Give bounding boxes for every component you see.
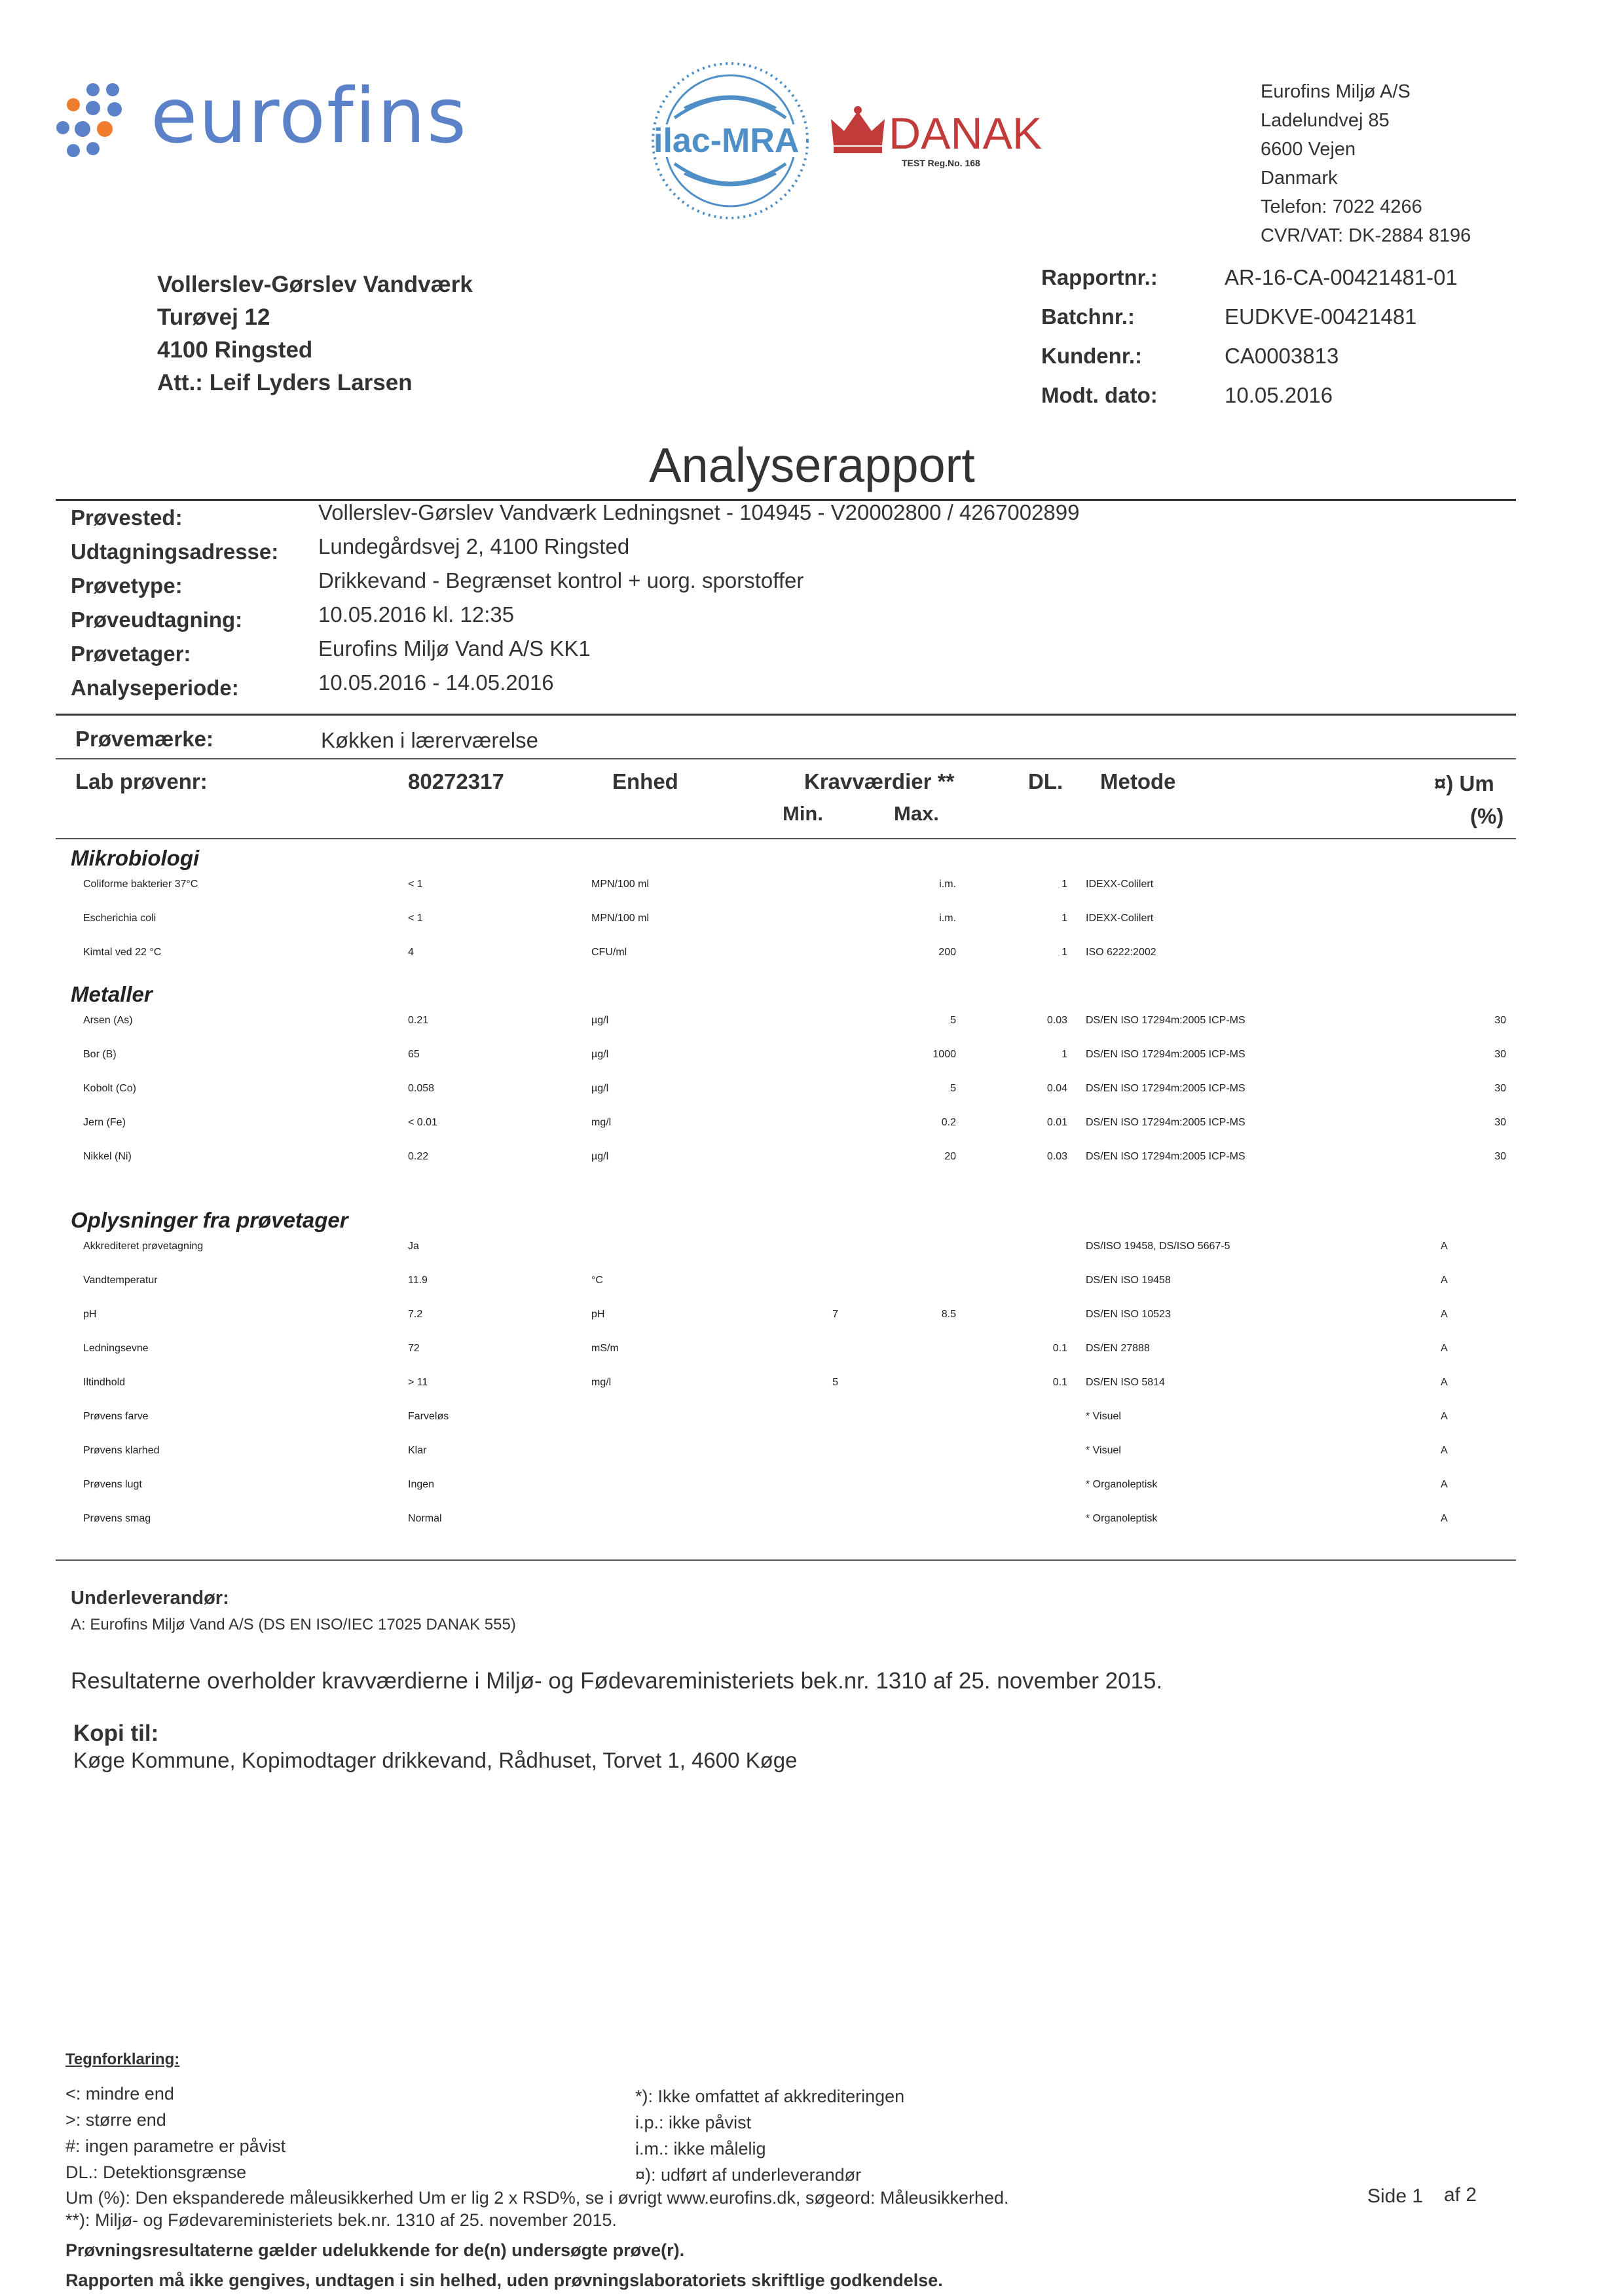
um-value: 30 <box>1494 1049 1506 1060</box>
danak-logo <box>828 101 1051 173</box>
unit-value: MPN/100 ml <box>591 913 650 924</box>
method-value: DS/EN ISO 17294m:2005 ICP-MS <box>1086 1049 1246 1060</box>
page-total: af 2 <box>1444 2184 1477 2206</box>
dl-value: 0.1 <box>1052 1377 1067 1388</box>
info-value: Drikkevand - Begrænset kontrol + uorg. sporstoffer <box>318 568 804 592</box>
col-header-dl: DL. <box>1028 769 1063 793</box>
parameter-name: Coliforme bakterier 37°C <box>83 879 198 890</box>
info-label: Prøvetype: <box>71 574 183 598</box>
crown-icon <box>828 105 887 157</box>
method-value: DS/EN ISO 19458 <box>1086 1275 1171 1286</box>
legend-item: #: ingen parametre er påvist <box>65 2136 286 2156</box>
info-label: Udtagningsadresse: <box>71 539 279 564</box>
ref-value: EUDKVE-00421481 <box>1225 304 1417 329</box>
ref-label: Batchnr.: <box>1041 304 1135 329</box>
page-title: Analyserapport <box>649 438 975 492</box>
max-value: 200 <box>938 947 956 958</box>
ilac-mra-logo <box>648 59 812 223</box>
col-header-method: Metode <box>1100 769 1176 793</box>
parameter-name: Ledningsevne <box>83 1343 149 1354</box>
parameter-name: Kimtal ved 22 °C <box>83 947 162 958</box>
um-value: 30 <box>1494 1015 1506 1026</box>
recipient-line: Att.: Leif Lyders Larsen <box>157 370 413 395</box>
provemaerke-rule <box>56 758 1516 759</box>
um-value: 30 <box>1494 1117 1506 1128</box>
col-header-min: Min. <box>783 802 823 825</box>
eurofins-dots-icon <box>52 75 151 173</box>
kopi-title: Kopi til: <box>73 1721 159 1746</box>
unit-value: mg/l <box>591 1377 612 1388</box>
result-value: > 11 <box>408 1377 428 1388</box>
parameter-name: pH <box>83 1309 97 1320</box>
table-row <box>0 1479 1624 1513</box>
info-value: 10.05.2016 kl. 12:35 <box>318 602 515 627</box>
parameter-name: Prøvens lugt <box>83 1479 142 1490</box>
section-title: Mikrobiologi <box>71 846 200 870</box>
kopi-text: Køge Kommune, Kopimodtager drikkevand, Rådhuset, Torvet 1, 4600 Køge <box>73 1748 798 1772</box>
table-row <box>0 1411 1624 1445</box>
parameter-name: Bor (B) <box>83 1049 117 1060</box>
max-value: 8.5 <box>941 1309 956 1320</box>
table-row <box>0 1083 1624 1117</box>
legend-item: *): Ikke omfattet af akkrediteringen <box>635 2086 905 2106</box>
result-value: Klar <box>408 1445 427 1456</box>
subcontractor-flag: A <box>1441 1343 1448 1354</box>
dl-value: 1 <box>1061 1049 1067 1060</box>
parameter-name: Vandtemperatur <box>83 1275 158 1286</box>
subcontractor-flag: A <box>1441 1377 1448 1388</box>
max-value: 0.2 <box>941 1117 956 1128</box>
table-row <box>0 1117 1624 1151</box>
unit-value: mg/l <box>591 1117 612 1128</box>
subcontractor-flag: A <box>1441 1241 1448 1252</box>
address-line: Eurofins Miljø A/S <box>1261 81 1411 102</box>
method-value: DS/EN 27888 <box>1086 1343 1150 1354</box>
method-value: DS/EN ISO 17294m:2005 ICP-MS <box>1086 1015 1246 1026</box>
parameter-name: Arsen (As) <box>83 1015 133 1026</box>
conclusion-text: Resultaterne overholder kravværdierne i Miljø- og Fødevareministeriets bek.nr. 1310 af 25. november 2015. <box>71 1668 1163 1694</box>
eurofins-logo <box>52 69 468 173</box>
table-row <box>0 1513 1624 1547</box>
result-value: < 1 <box>408 913 423 924</box>
result-value: Farveløs <box>408 1411 449 1422</box>
unit-value: MPN/100 ml <box>591 879 650 890</box>
col-header-unit: Enhed <box>612 769 678 793</box>
dl-value: 0.03 <box>1046 1151 1067 1162</box>
method-value: DS/EN ISO 5814 <box>1086 1377 1165 1388</box>
parameter-name: Akkrediteret prøvetagning <box>83 1241 204 1252</box>
method-value: * Visuel <box>1086 1445 1121 1456</box>
kv-note: **): Miljø- og Fødevareministeriets bek.nr. 1310 af 25. november 2015. <box>65 2210 617 2230</box>
result-value: 11.9 <box>408 1275 428 1286</box>
min-value: 7 <box>832 1309 838 1320</box>
info-label: Analyseperiode: <box>71 676 239 700</box>
danak-reg-number: TEST Reg.No. 168 <box>902 158 980 168</box>
dl-value: 1 <box>1061 913 1067 924</box>
method-value: DS/EN ISO 17294m:2005 ICP-MS <box>1086 1117 1246 1128</box>
recipient-address <box>157 268 473 399</box>
result-value: < 1 <box>408 879 423 890</box>
result-value: Ingen <box>408 1479 435 1490</box>
recipient-line: 4100 Ringsted <box>157 337 313 363</box>
address-line: 6600 Vejen <box>1261 139 1356 160</box>
result-value: 0.22 <box>408 1151 429 1162</box>
unit-value: °C <box>591 1275 603 1286</box>
max-value: i.m. <box>939 913 956 924</box>
subcontractor-flag: A <box>1441 1411 1448 1422</box>
result-value: Ja <box>408 1241 419 1252</box>
method-value: DS/ISO 19458, DS/ISO 5667-5 <box>1086 1241 1230 1252</box>
table-row <box>0 1275 1624 1309</box>
info-value: Lundegårdsvej 2, 4100 Ringsted <box>318 534 630 558</box>
parameter-name: Prøvens farve <box>83 1411 149 1422</box>
max-value: i.m. <box>939 879 956 890</box>
unit-value: µg/l <box>591 1151 609 1162</box>
max-value: 20 <box>944 1151 956 1162</box>
um-value: 30 <box>1494 1151 1506 1162</box>
info-rule <box>56 714 1516 716</box>
dl-value: 1 <box>1061 947 1067 958</box>
result-value: 4 <box>408 947 414 958</box>
result-value: 0.21 <box>408 1015 429 1026</box>
legend-item: <: mindre end <box>65 2084 174 2104</box>
dl-value: 0.03 <box>1046 1015 1067 1026</box>
table-row <box>0 1445 1624 1479</box>
danak-wordmark: DANAK <box>889 109 1043 158</box>
col-header-max: Max. <box>894 802 939 825</box>
col-header-limits: Kravværdier ** <box>804 769 955 793</box>
unit-value: µg/l <box>591 1015 609 1026</box>
col-header-lab: Lab prøvenr: <box>75 769 208 793</box>
result-value: < 0.01 <box>408 1117 437 1128</box>
address-line: Danmark <box>1261 168 1338 189</box>
ref-value: AR-16-CA-00421481-01 <box>1225 265 1458 289</box>
dl-value: 0.01 <box>1046 1117 1067 1128</box>
parameter-name: Escherichia coli <box>83 913 157 924</box>
underleverandor-title: Underleverandør: <box>71 1588 229 1609</box>
info-label: Prøvetager: <box>71 642 191 666</box>
page-number: Side 1 <box>1367 2185 1424 2207</box>
section-title: Oplysninger fra prøvetager <box>71 1208 348 1232</box>
result-value: 65 <box>408 1049 420 1060</box>
unit-value: pH <box>591 1309 605 1320</box>
parameter-name: Nikkel (Ni) <box>83 1151 132 1162</box>
dl-value: 0.1 <box>1052 1343 1067 1354</box>
eurofins-wordmark: eurofins <box>151 72 468 160</box>
underleverandor-text: A: Eurofins Miljø Vand A/S (DS EN ISO/IEC 17025 DANAK 555) <box>71 1616 516 1633</box>
table-row <box>0 913 1624 947</box>
table-row <box>0 1049 1624 1083</box>
unit-value: CFU/ml <box>591 947 627 958</box>
table-row <box>0 1377 1624 1411</box>
subcontractor-flag: A <box>1441 1275 1448 1286</box>
min-value: 5 <box>832 1377 838 1388</box>
method-value: IDEXX-Colilert <box>1086 913 1154 924</box>
legal-note: Rapporten må ikke gengives, undtagen i sin helhed, uden prøvningslaboratoriets skriftlige godkendelse. <box>65 2270 943 2290</box>
address-line: CVR/VAT: DK-2884 8196 <box>1261 225 1471 246</box>
info-value: Vollerslev-Gørslev Vandværk Ledningsnet - 104945 - V20002800 / 4267002899 <box>318 500 1080 524</box>
method-value: * Visuel <box>1086 1411 1121 1422</box>
max-value: 5 <box>950 1083 956 1094</box>
table-row <box>0 1343 1624 1377</box>
table-row <box>0 1015 1624 1049</box>
table-row <box>0 879 1624 913</box>
parameter-name: Jern (Fe) <box>83 1117 126 1128</box>
legend-left <box>65 2081 286 2185</box>
col-header-um: ¤) Um <box>1434 771 1494 795</box>
info-label: Prøveudtagning: <box>71 608 243 632</box>
recipient-line: Turøvej 12 <box>157 304 270 330</box>
parameter-name: Prøvens smag <box>83 1513 151 1524</box>
unit-value: µg/l <box>591 1049 609 1060</box>
unit-value: µg/l <box>591 1083 609 1094</box>
method-value: DS/EN ISO 17294m:2005 ICP-MS <box>1086 1083 1246 1094</box>
um-note: Um (%): Den ekspanderede måleusikkerhed Um er lig 2 x RSD%, se i øvrigt www.eurofins.dk, søgeord: Måleusikkerhed. <box>65 2188 1009 2208</box>
legend-item: i.m.: ikke målelig <box>635 2139 766 2159</box>
method-value: ISO 6222:2002 <box>1086 947 1156 958</box>
um-value: 30 <box>1494 1083 1506 1094</box>
ref-label: Kundenr.: <box>1041 344 1142 368</box>
parameter-name: Prøvens klarhed <box>83 1445 160 1456</box>
legend-right <box>635 2083 904 2188</box>
info-label: Prøvested: <box>71 505 183 530</box>
dl-value: 0.04 <box>1046 1083 1067 1094</box>
table-row <box>0 1151 1624 1185</box>
unit-value: mS/m <box>591 1343 619 1354</box>
col-header-um-pct: (%) <box>1470 804 1504 828</box>
max-value: 5 <box>950 1015 956 1026</box>
legend-item: >: større end <box>65 2110 166 2130</box>
legal-note: Prøvningsresultaterne gælder udelukkende for de(n) undersøgte prøve(r). <box>65 2240 685 2260</box>
legend-notes <box>65 2187 1009 2291</box>
table-row <box>0 1241 1624 1275</box>
dl-value: 1 <box>1061 879 1067 890</box>
section-title: Metaller <box>71 982 153 1006</box>
method-value: * Organoleptisk <box>1086 1479 1158 1490</box>
provemaerke-value: Køkken i lærerværelse <box>321 728 538 752</box>
method-value: DS/EN ISO 10523 <box>1086 1309 1171 1320</box>
provemaerke-label: Prøvemærke: <box>75 727 213 751</box>
subcontractor-flag: A <box>1441 1445 1448 1456</box>
legend-item: DL.: Detektionsgrænse <box>65 2162 247 2182</box>
address-line: Telefon: 7022 4266 <box>1261 196 1422 217</box>
info-value: Eurofins Miljø Vand A/S KK1 <box>318 636 591 661</box>
method-value: IDEXX-Colilert <box>1086 879 1154 890</box>
table-row <box>0 947 1624 981</box>
method-value: * Organoleptisk <box>1086 1513 1158 1524</box>
ref-label: Modt. dato: <box>1041 383 1158 407</box>
result-value: Normal <box>408 1513 442 1524</box>
result-value: 7.2 <box>408 1309 423 1320</box>
ref-label: Rapportnr.: <box>1041 265 1158 289</box>
ref-value: 10.05.2016 <box>1225 383 1333 407</box>
info-value: 10.05.2016 - 14.05.2016 <box>318 670 554 695</box>
parameter-name: Iltindhold <box>83 1377 126 1388</box>
method-value: DS/EN ISO 17294m:2005 ICP-MS <box>1086 1151 1246 1162</box>
ref-value: CA0003813 <box>1225 344 1339 368</box>
result-value: 72 <box>408 1343 420 1354</box>
legend-title: Tegnforklaring: <box>65 2050 180 2068</box>
table-end-rule <box>56 1559 1516 1561</box>
subcontractor-flag: A <box>1441 1309 1448 1320</box>
subcontractor-flag: A <box>1441 1479 1448 1490</box>
subcontractor-flag: A <box>1441 1513 1448 1524</box>
legend-item: i.p.: ikke påvist <box>635 2113 752 2132</box>
address-line: Ladelundvej 85 <box>1261 110 1390 131</box>
legend-item: ¤): udført af underleverandør <box>635 2165 862 2185</box>
max-value: 1000 <box>932 1049 956 1060</box>
recipient-line: Vollerslev-Gørslev Vandværk <box>157 272 473 297</box>
lab-address <box>1261 77 1471 250</box>
col-header-sample-no: 80272317 <box>408 769 504 793</box>
result-value: 0.058 <box>408 1083 435 1094</box>
ilac-label: ilac-MRA <box>654 122 800 160</box>
header-rule <box>56 838 1516 839</box>
parameter-name: Kobolt (Co) <box>83 1083 136 1094</box>
table-row <box>0 1309 1624 1343</box>
